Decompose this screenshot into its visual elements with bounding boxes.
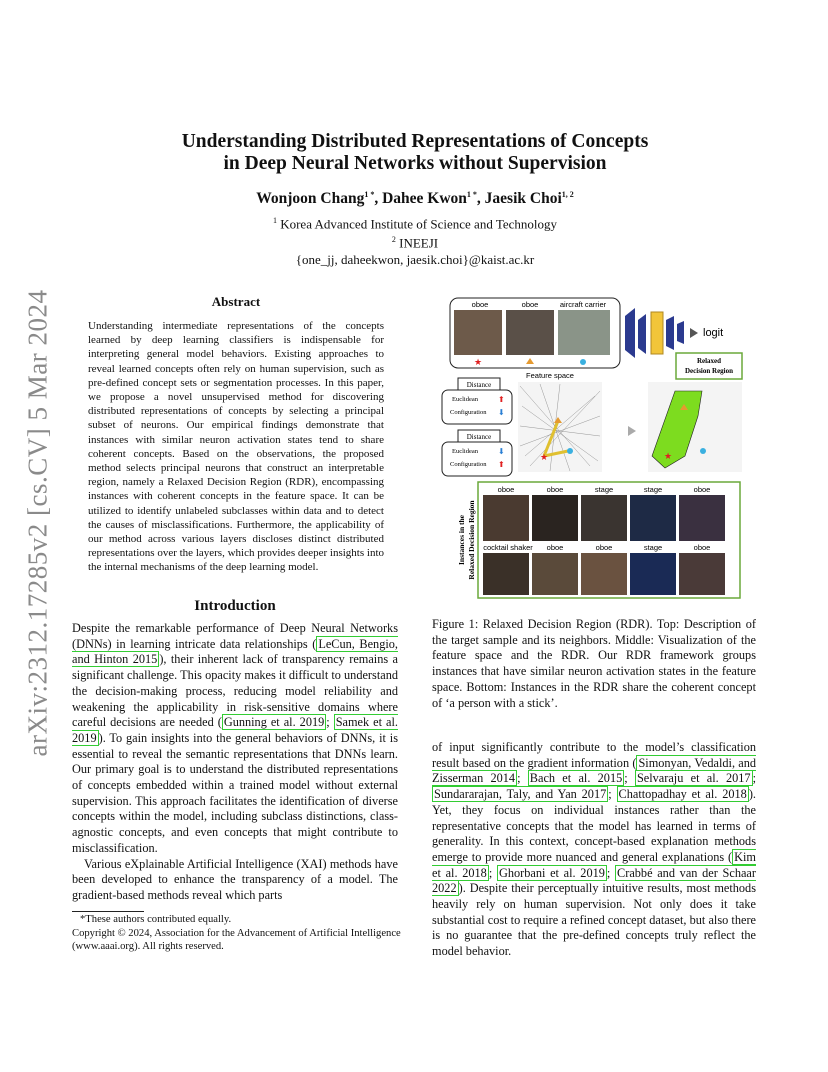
grid-label: stage [594, 485, 614, 494]
grid-label: oboe [546, 485, 564, 494]
citation-link[interactable]: Samek et al. 2019 [72, 715, 398, 745]
author-email: {one_jj, daheekwon, jaesik.choi}@kaist.ac.kr [295, 251, 535, 267]
network-layer [638, 314, 646, 354]
grid-label: cocktail shaker [483, 543, 533, 552]
distance-label: Distance [466, 433, 492, 441]
affiliations: $^1$ Korea Advanced Institute of Science and Technology $^2$ INEEJI {one_jj, daheekwon, jaesik.choi}@kaist.ac.kr [120, 213, 710, 268]
arrow-up-icon: ⬆ [498, 460, 505, 469]
citation-link[interactable]: Simonyan, Vedaldi, and Zisserman 2014 [432, 755, 757, 786]
grid-label: oboe [595, 543, 613, 552]
circle-icon [700, 448, 706, 454]
abstract-heading: Abstract [211, 294, 261, 309]
citation-link[interactable]: Bach et al. 2015 [529, 771, 623, 786]
footnote-rule [72, 911, 144, 912]
intro-paragraph-1: Despite the remarkable performance of Deep Neural Networks (DNNs) in learning intricate data relationships ( LeCun, Bengio, and Hinton 2015 ), their inherent lack of transparency remains a significant challenge. This opacity makes it difficult to understand the decision-making process, reducing model reliability and weakening the applicability in risk-sensitive domains where careful decisions are needed ( Gunning et al. 2019 ; Samek et al. 2019 ). To gain insights into the general behaviors of DNNs, it is essential to reveal the semantic representations that DNNs learn. Our primary goal is to understand the distributed representations of concepts embedded within a trained model without external supervision. This approach facilitates the identification of diverse concepts within the model, including subclass distinctions, class-agnostic concepts, and even concepts that might contribute to misclassification. [72, 621, 398, 855]
network-layer [625, 308, 635, 358]
introduction-heading: Introduction [194, 598, 276, 614]
configuration-label: Configuration [450, 461, 487, 468]
citation-link[interactable]: Kim et al. 2018 [432, 849, 756, 880]
citation-link[interactable]: Gunning et al. 2019 [223, 715, 325, 730]
arrow-icon [690, 328, 698, 338]
side-label: Relaxed Decision Region [467, 500, 476, 580]
arrow-down-icon: ⬇ [498, 408, 505, 417]
top-label: aircraft carrier [559, 300, 607, 309]
citation-link[interactable]: Chattopadhay et al. 2018 [618, 787, 747, 802]
top-label: oboe [521, 300, 539, 309]
euclidean-label: Euclidean [452, 396, 478, 403]
author-list: Wonjoon Chang$^{1 *}$, Dahee Kwon$^{1 *}$, Jaesik Choi$^{1, 2}$ [256, 190, 574, 208]
configuration-label: Configuration [450, 409, 487, 416]
citation-link[interactable]: Crabbé and van der Schaar 2022 [432, 865, 756, 896]
citation-link[interactable]: Ghorbani et al. 2019 [498, 865, 605, 880]
circle-icon [567, 448, 573, 454]
photo-thumb [454, 310, 502, 355]
circle-icon [580, 359, 586, 365]
abstract-text: Understanding intermediate representations of the concepts learned by deep learning classifiers is indispensable for interpreting general model behaviors. Existing approaches to reveal learned concepts often rely on human supervision, such as pre-defined concept sets or segmentation processes. In this paper, we propose a novel unsupervised method for discovering distributed representations of concepts by selecting a principal subset of neurons. Our empirical findings demonstrate that instances with similar neuron activation states tend to share coherent concepts. Based on the observations, the proposed method selects principal neurons that construct an interpretable region, namely a Relaxed Decision Region (RDR), encompassing instances with coherent concepts in the feature space. It can be utilized to identify unlabeled subclasses within data and to detect the causes of misclassifications. Furthermore, the applicability of our method across various layers discloses distinct distributed representations over the layers, which provides deeper insights into the internal mechanisms of the deep learning model. [88, 320, 385, 574]
citation-link[interactable]: Sundararajan, Taly, and Yan 2017 [434, 787, 607, 802]
rdr-label: Decision Region [684, 367, 734, 375]
red-star-icon: ★ [539, 452, 549, 462]
feature-layer [651, 312, 663, 354]
feature-space-label: Feature space [526, 371, 574, 380]
grid-label: oboe [497, 485, 515, 494]
arxiv-identifier: arXiv:2312.17285v2 [cs.CV] 5 Mar 2024 [22, 289, 53, 757]
feature-space-plot [518, 382, 602, 472]
grid-label: stage [643, 543, 663, 552]
grid-label: oboe [693, 485, 711, 494]
side-label: Instances in the [457, 514, 466, 566]
photo-thumb [506, 310, 554, 355]
triangle-icon [526, 358, 534, 364]
distance-label: Distance [466, 381, 492, 389]
network-layer [677, 321, 684, 344]
introduction-body [72, 621, 398, 904]
citation-link[interactable]: LeCun, Bengio, and Hinton 2015 [72, 636, 398, 667]
grid-label: stage [643, 485, 663, 494]
intro-paragraph-2: Various eXplainable Artificial Intelligence (XAI) methods have been developed to enhance the transparency of a model. The gradient-based methods reveal which parts [72, 856, 398, 902]
figure-1 [440, 296, 750, 601]
footnote: *These authors contributed equally. Copyright © 2024, Association for the Advancement of Artificial Intelligence (www.aaai.org). All rights reserved. [72, 914, 401, 952]
logit-label: logit [703, 327, 724, 339]
network-layer [666, 316, 674, 350]
arrow-down-icon: ⬇ [498, 447, 505, 456]
citation-link[interactable]: Selvaraju et al. 2017 [636, 771, 751, 786]
top-label: oboe [471, 300, 489, 309]
rdr-label: Relaxed [696, 357, 722, 365]
photo-thumb [558, 310, 610, 355]
arrow-icon [628, 426, 636, 436]
paper-title: Understanding Distributed Representations of Concepts in Deep Neural Networks without Supervision [181, 131, 649, 174]
figure-caption: Figure 1: Relaxed Decision Region (RDR). Top: Description of the target sample and its neighbors. Middle: Visualization of the feature space and the RDR. Our RDR framework groups instances that have similar neuron activation states in the feature space. Bottom: Instances in the RDR share the coherent concept of ‘a person with a stick’. [432, 617, 756, 710]
red-star-icon: ★ [663, 451, 673, 461]
red-star-icon: ★ [473, 357, 483, 367]
euclidean-label: Euclidean [452, 448, 478, 455]
right-column-text: of input significantly contribute to the model’s classification result based on the gradient information ( Simonyan, Vedaldi, and Zisserman 2014 ; Bach et al. 2015 ; Selvaraju et al. 2017 ; Sundararajan, Taly, and Yan 2017 ; Chattopadhay et al. 2018 ). Yet, they focus on individual instances rather than the representative concepts that the model has learned in terms of generality. In this context, concept-based explanation methods emerge to provide more nuanced and general explanations ( Kim et al. 2018 ; Ghorbani et al. 2019 ; Crabbé and van der Schaar 2022 ). Despite their perceptually intuitive results, most methods heavily rely on human supervision. Not only does it take substantial cost to require a refined concept dataset, but also there is no guarantee that the pre-defined concepts truly reflect the model behavior. [432, 740, 757, 959]
arrow-up-icon: ⬆ [498, 395, 505, 404]
grid-label: oboe [693, 543, 711, 552]
grid-label: oboe [546, 543, 564, 552]
